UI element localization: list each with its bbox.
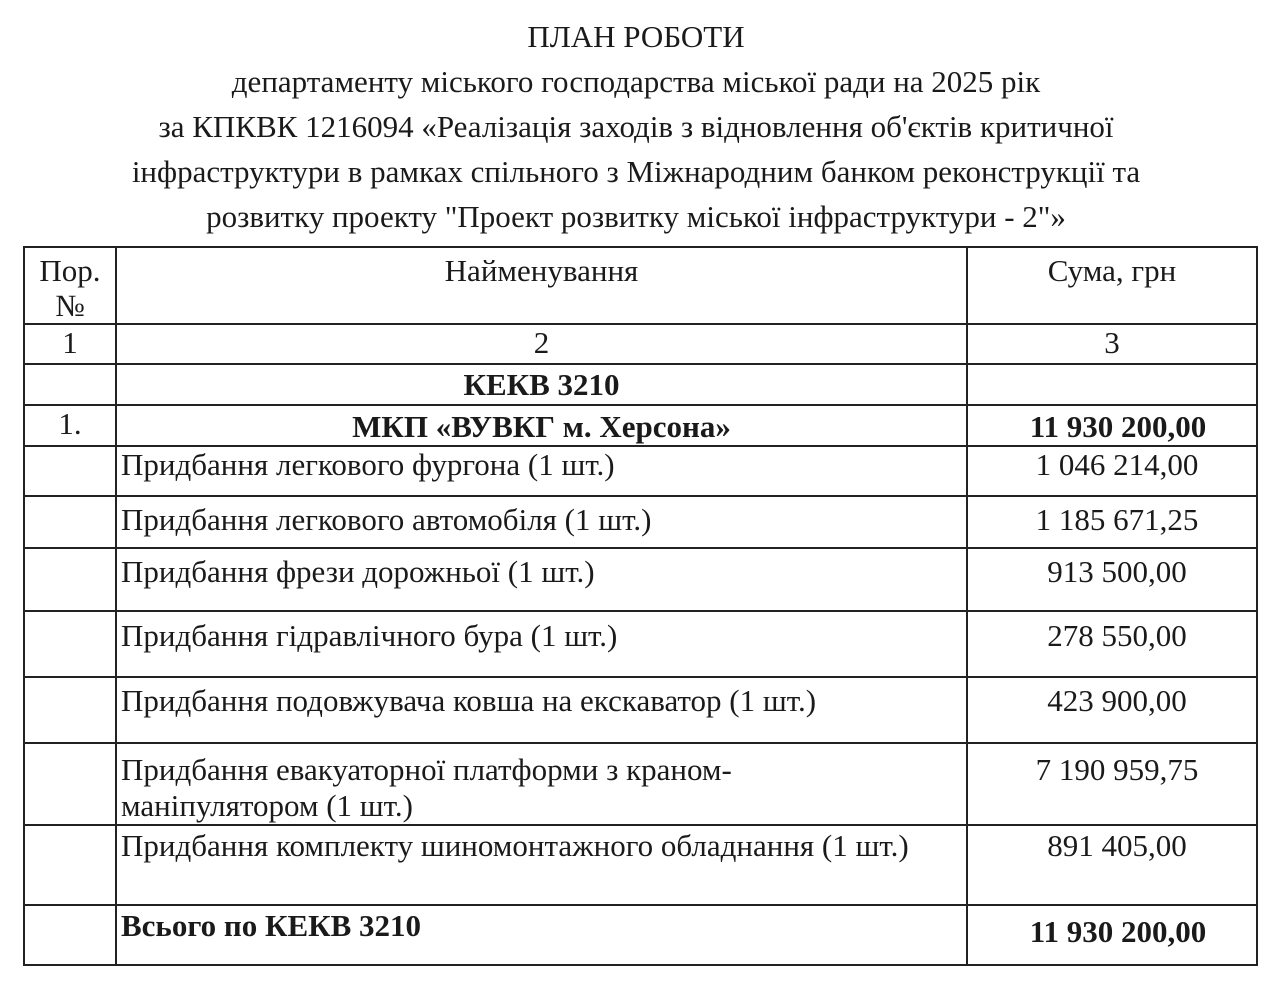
table-row <box>24 825 1257 905</box>
total-empty-num <box>24 905 116 965</box>
row-empty-num <box>24 446 116 496</box>
group-row <box>24 405 1257 446</box>
header-cell-sum: Сума, грн <box>967 247 1257 324</box>
row-empty-num <box>24 548 116 611</box>
header-cell-name: Найменування <box>116 247 967 324</box>
header-cell-num <box>24 247 116 324</box>
kekv-empty-cell <box>24 364 116 405</box>
group-sum: 11 930 200,00 <box>967 405 1257 446</box>
header-line-department: департаменту міського господарства міської ради на 2025 рік <box>231 64 1041 99</box>
item-name: Придбання фрези дорожньої (1 шт.) <box>116 548 967 611</box>
row-empty-num <box>24 496 116 548</box>
row-empty-num <box>24 825 116 905</box>
item-name <box>116 825 967 905</box>
item-name: Придбання гідравлічного бура (1 шт.) <box>116 611 967 677</box>
header-line-project: розвитку проекту "Проект розвитку міської інфраструктури - 2"» <box>206 199 1066 234</box>
header-line-kpkvk: за КПКВК 1216094 «Реалізація заходів з відновлення об'єктів критичної <box>158 109 1114 144</box>
plan-table <box>23 246 1258 966</box>
header-num-text: Пор. № <box>39 253 101 323</box>
column-number-3: 3 <box>967 324 1257 364</box>
table-row <box>24 611 1257 677</box>
table-row <box>24 548 1257 611</box>
table-row <box>24 677 1257 743</box>
item-sum: 913 500,00 <box>967 548 1257 611</box>
table-row <box>24 496 1257 548</box>
header-line-infrastructure: інфраструктури в рамках спільного з Міжнародним банком реконструкції та <box>131 154 1141 189</box>
plan-title: ПЛАН РОБОТИ <box>527 19 745 54</box>
kekv-heading-row <box>24 364 1257 405</box>
item-name: Придбання легкового автомобіля (1 шт.) <box>116 496 967 548</box>
table-row <box>24 446 1257 496</box>
item-sum: 891 405,00 <box>967 825 1257 905</box>
item-name: Придбання легкового фургона (1 шт.) <box>116 446 967 496</box>
total-label: Всього по КЕКВ 3210 <box>116 905 967 965</box>
total-sum: 11 930 200,00 <box>967 905 1257 965</box>
item-name-text: Придбання евакуаторної платформи з краном-маніпулятором (1 шт.) <box>121 752 732 823</box>
total-row <box>24 905 1257 965</box>
item-sum: 278 550,00 <box>967 611 1257 677</box>
item-sum: 423 900,00 <box>967 677 1257 743</box>
item-sum: 1 185 671,25 <box>967 496 1257 548</box>
kekv-heading: КЕКВ 3210 <box>116 364 967 405</box>
item-name-text: Придбання комплекту шиномонтажного обладнання (1 шт.) <box>121 828 909 863</box>
document-header <box>0 14 1272 239</box>
group-number: 1. <box>24 405 116 446</box>
kekv-empty-sum-cell <box>967 364 1257 405</box>
item-name: Придбання подовжувача ковша на екскаватор (1 шт.) <box>116 677 967 743</box>
row-empty-num <box>24 743 116 825</box>
table-header-row <box>24 247 1257 324</box>
table-row <box>24 743 1257 825</box>
item-sum: 1 046 214,00 <box>967 446 1257 496</box>
group-name: МКП «ВУВКГ м. Херсона» <box>116 405 967 446</box>
row-empty-num <box>24 677 116 743</box>
item-name <box>116 743 967 825</box>
column-number-1: 1 <box>24 324 116 364</box>
column-number-2: 2 <box>116 324 967 364</box>
row-empty-num <box>24 611 116 677</box>
column-number-row <box>24 324 1257 364</box>
item-sum: 7 190 959,75 <box>967 743 1257 825</box>
